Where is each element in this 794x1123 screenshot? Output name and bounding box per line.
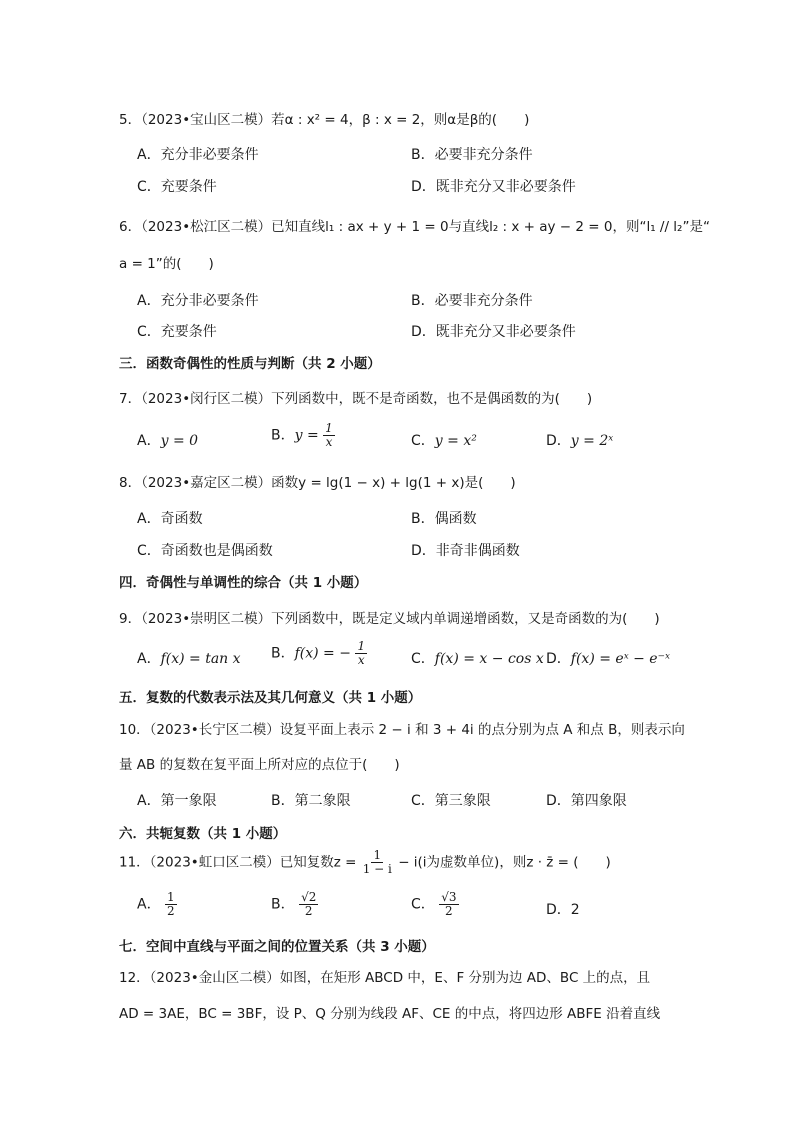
q11-option-b-fraction: $\frac{√2}{2}$ (301, 890, 317, 919)
q6-option-d: D．既非充分又非必要条件 (411, 324, 576, 340)
q6-stem-line1: 6．（2023•松江区二模）已知直线l₁ : ax + y + 1 = 0与直线l₂ : x + ay − 2 = 0，则“l₁ // l₂”是“ (119, 219, 710, 235)
section-heading-6: 六．共轭复数（共 1 小题） (119, 826, 287, 842)
section-heading-7: 七．空间中直线与平面之间的位置关系（共 3 小题） (119, 939, 435, 955)
q6-stem-line2: a = 1”的( ) (119, 256, 214, 272)
q7-option-b-fraction: $\frac{1}{x}$ (325, 421, 333, 450)
q7-option-c: C．y = x² (411, 433, 477, 449)
q11-stem: 11．（2023•虹口区二模）已知复数z = $\frac{1}{1 - i}$ − i(i为虚数单位)，则z · z̄ = ( ) (119, 848, 611, 877)
q7-option-b: B．y = $\frac{1}{x}$ (271, 421, 333, 450)
q10-option-c: C．第三象限 (411, 793, 491, 809)
q9-stem: 9．（2023•崇明区二模）下列函数中，既是定义域内单调递增函数，又是奇函数的为( ) (119, 611, 660, 627)
section-heading-3: 三．函数奇偶性的性质与判断（共 2 小题） (119, 356, 381, 372)
q12-line1: 12．（2023•金山区二模）如图，在矩形 ABCD 中，E、F 分别为边 AD、BC 上的点，且 (119, 970, 651, 986)
q8-stem: 8．（2023•嘉定区二模）函数y = lg(1 − x) + lg(1 + x)是( ) (119, 475, 516, 491)
q11-stem-fraction: $\frac{1}{1 - i}$ (362, 848, 392, 877)
q5-option-d: D．既非充分又非必要条件 (411, 179, 576, 195)
q9-option-b: B．f(x) = − $\frac{1}{x}$ (271, 639, 366, 668)
q11-option-d: D．2 (546, 902, 580, 918)
q6-option-b: B．必要非充分条件 (411, 293, 533, 309)
q10-option-d: D．第四象限 (546, 793, 627, 809)
section-heading-4: 四．奇偶性与单调性的综合（共 1 小题） (119, 575, 368, 591)
q11-option-c: C． $\frac{√3}{2}$ (411, 890, 457, 919)
q6-option-a: A．充分非必要条件 (137, 293, 259, 309)
q6-option-c: C．充要条件 (137, 324, 217, 340)
q8-option-d: D．非奇非偶函数 (411, 543, 520, 559)
q7-option-d: D．y = 2ˣ (546, 433, 614, 449)
q11-option-b: B． $\frac{√2}{2}$ (271, 890, 317, 919)
q5-stem: 5．（2023•宝山区二模）若α : x² = 4，β : x = 2，则α是β的( ) (119, 112, 530, 128)
q10-option-a: A．第一象限 (137, 793, 217, 809)
q11-option-a: A． $\frac{1}{2}$ (137, 890, 175, 919)
q9-option-d: D．f(x) = eˣ − e⁻ˣ (546, 651, 670, 667)
q8-option-b: B．偶函数 (411, 511, 477, 527)
q7-stem: 7．（2023•闵行区二模）下列函数中，既不是奇函数，也不是偶函数的为( ) (119, 391, 593, 407)
q9-option-b-fraction: $\frac{1}{x}$ (357, 639, 366, 668)
q10-option-b: B．第二象限 (271, 793, 351, 809)
q5-option-b: B．必要非充分条件 (411, 147, 533, 163)
q7-option-a: A．y = 0 (137, 433, 199, 449)
q10-stem-line1: 10．（2023•长宁区二模）设复平面上表示 2 − i 和 3 + 4i 的点分别为点 A 和点 B，则表示向 (119, 722, 685, 738)
q5-option-a: A．充分非必要条件 (137, 147, 259, 163)
q8-option-a: A．奇函数 (137, 511, 203, 527)
q11-option-c-fraction: $\frac{√3}{2}$ (441, 890, 457, 919)
q11-option-a-fraction: $\frac{1}{2}$ (167, 890, 175, 919)
q9-option-a: A．f(x) = tan x (137, 651, 241, 667)
section-heading-5: 五．复数的代数表示法及其几何意义（共 1 小题） (119, 690, 422, 706)
q12-line2: AD = 3AE，BC = 3BF，设 P、Q 分别为线段 AF、CE 的中点，将四边形 ABFE 沿着直线 (119, 1006, 661, 1022)
q9-option-c: C．f(x) = x − cos x (411, 651, 544, 667)
q5-option-c: C．充要条件 (137, 179, 217, 195)
q8-option-c: C．奇函数也是偶函数 (137, 543, 273, 559)
q10-stem-line2: 量 AB 的复数在复平面上所对应的点位于( ) (119, 757, 400, 773)
